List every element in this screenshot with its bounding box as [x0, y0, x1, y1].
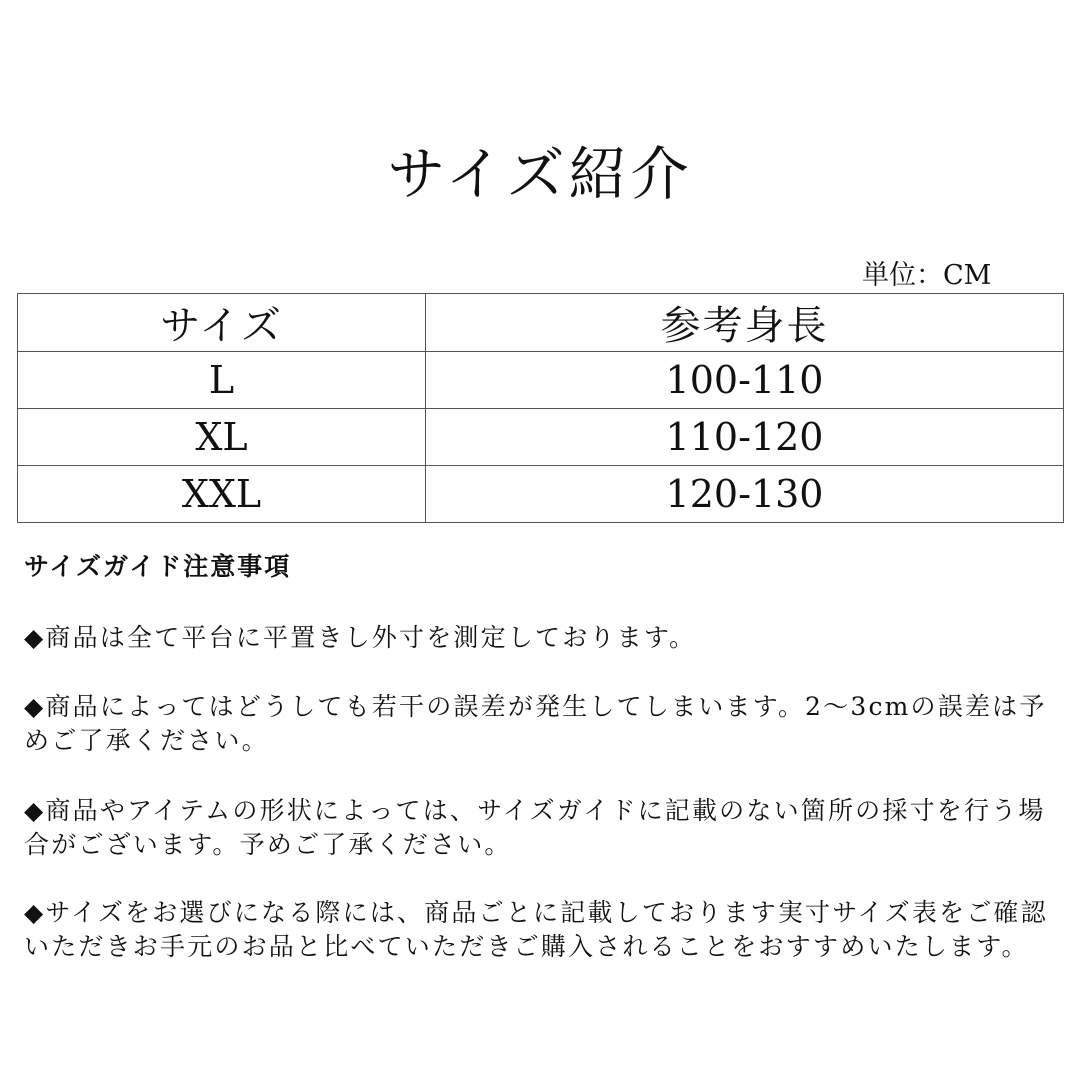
- header-size: サイズ: [18, 294, 426, 352]
- notes-heading: サイズガイド注意事項: [24, 552, 292, 581]
- note-item: ◆商品は全て平台に平置きし外寸を測定しております。: [24, 623, 697, 652]
- cell-height: 110-120: [426, 409, 1064, 466]
- cell-size: XL: [18, 409, 426, 466]
- table-row: [18, 409, 1064, 466]
- table-row: [18, 352, 1064, 409]
- unit-label: 単位：CM: [862, 260, 992, 291]
- cell-height: 100-110: [426, 352, 1064, 409]
- note-item: ◆サイズをお選びになる際には、商品ごとに記載しております実寸サイズ表をご確認いただきお手元のお品と比べていただきご購入されることをおすすめいたします。: [24, 898, 1048, 961]
- size-table: [17, 293, 1064, 523]
- cell-height: 120-130: [426, 466, 1064, 523]
- note-item: ◆商品やアイテムの形状によっては、サイズガイドに記載のない箇所の採寸を行う場合がございます。予めご了承ください。: [24, 796, 1046, 859]
- cell-size: L: [18, 352, 426, 409]
- cell-size: XXL: [18, 466, 426, 523]
- note-item: ◆商品によってはどうしても若干の誤差が発生してしまいます。2～3cmの誤差は予めご了承ください。: [24, 692, 1047, 755]
- page-title: サイズ紹介: [387, 140, 693, 208]
- table-header-row: [18, 294, 1064, 352]
- table-row: [18, 466, 1064, 523]
- header-height: 参考身長: [426, 294, 1064, 352]
